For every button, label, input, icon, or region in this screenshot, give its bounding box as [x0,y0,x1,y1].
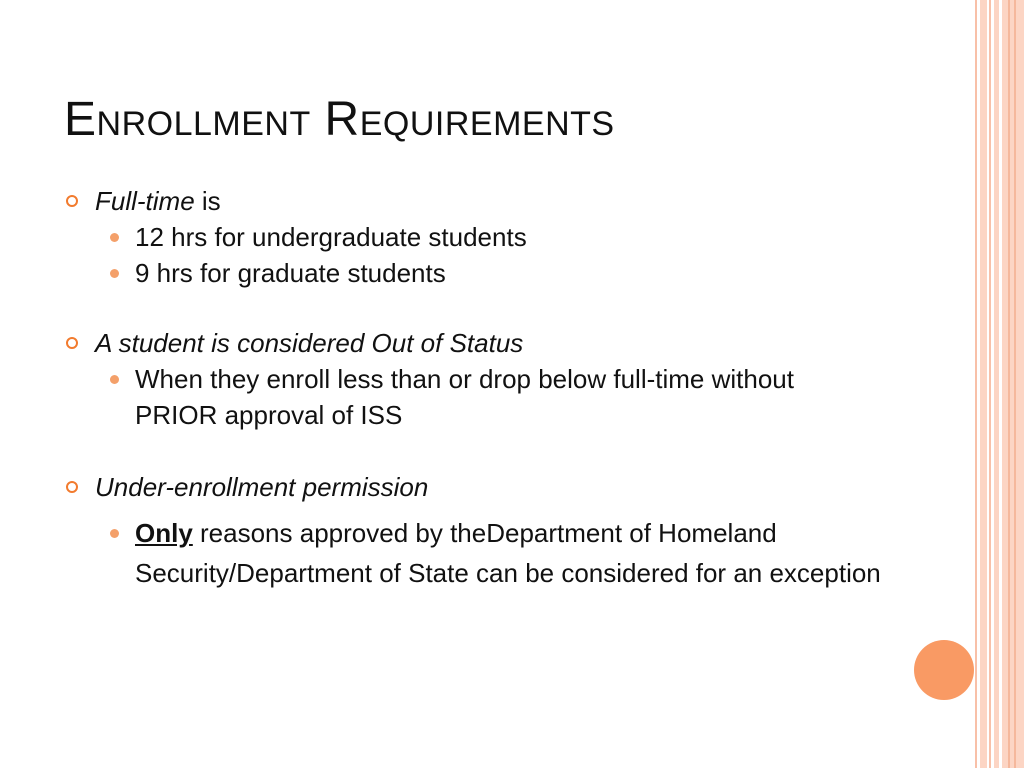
sub-bullet [64,219,864,255]
sub-bullet-text: 9 hrs for graduate students [135,258,446,288]
sub-bullet-text: 12 hrs for undergraduate students [135,222,527,252]
ring-bullet-icon [66,195,78,207]
ring-bullet-icon [66,337,78,349]
bullet-heading-rest: is [194,186,221,216]
sub-bullet [64,513,935,593]
ring-bullet-icon [66,481,78,493]
dot-bullet-icon [110,233,119,242]
decorative-stripe [989,0,991,768]
decorative-stripe [980,0,987,768]
sub-bullet [64,255,864,291]
dot-bullet-icon [110,529,119,538]
bullet-heading-italic: Under-enrollment permission [95,472,429,502]
decorative-stripe [975,0,977,768]
decorative-stripe [1002,0,1024,768]
dot-bullet-icon [110,375,119,384]
bullet-heading-italic: Full-time [95,186,195,216]
bullet-heading-italic: A student is considered Out of Status [95,328,524,358]
bullet-out-of-status [64,325,864,361]
decorative-circle [914,640,974,700]
sub-bullet-text: reasons approved by theDepartment of Homeland Security/Department of State can be considered for an exception [135,518,881,588]
slide-title: Enrollment Requirements [64,93,615,146]
sub-bullet-text: When they enroll less than or drop below full-time without PRIOR approval of ISS [135,364,794,430]
sub-bullet [64,361,835,433]
bullet-full-time [64,183,864,219]
decorative-stripe [1008,0,1010,768]
dot-bullet-icon [110,269,119,278]
slide-body [64,183,881,593]
decorative-stripe [994,0,999,768]
emphasis-only: Only [135,518,193,548]
bullet-under-enrollment [64,469,864,505]
decorative-stripe [1014,0,1016,768]
